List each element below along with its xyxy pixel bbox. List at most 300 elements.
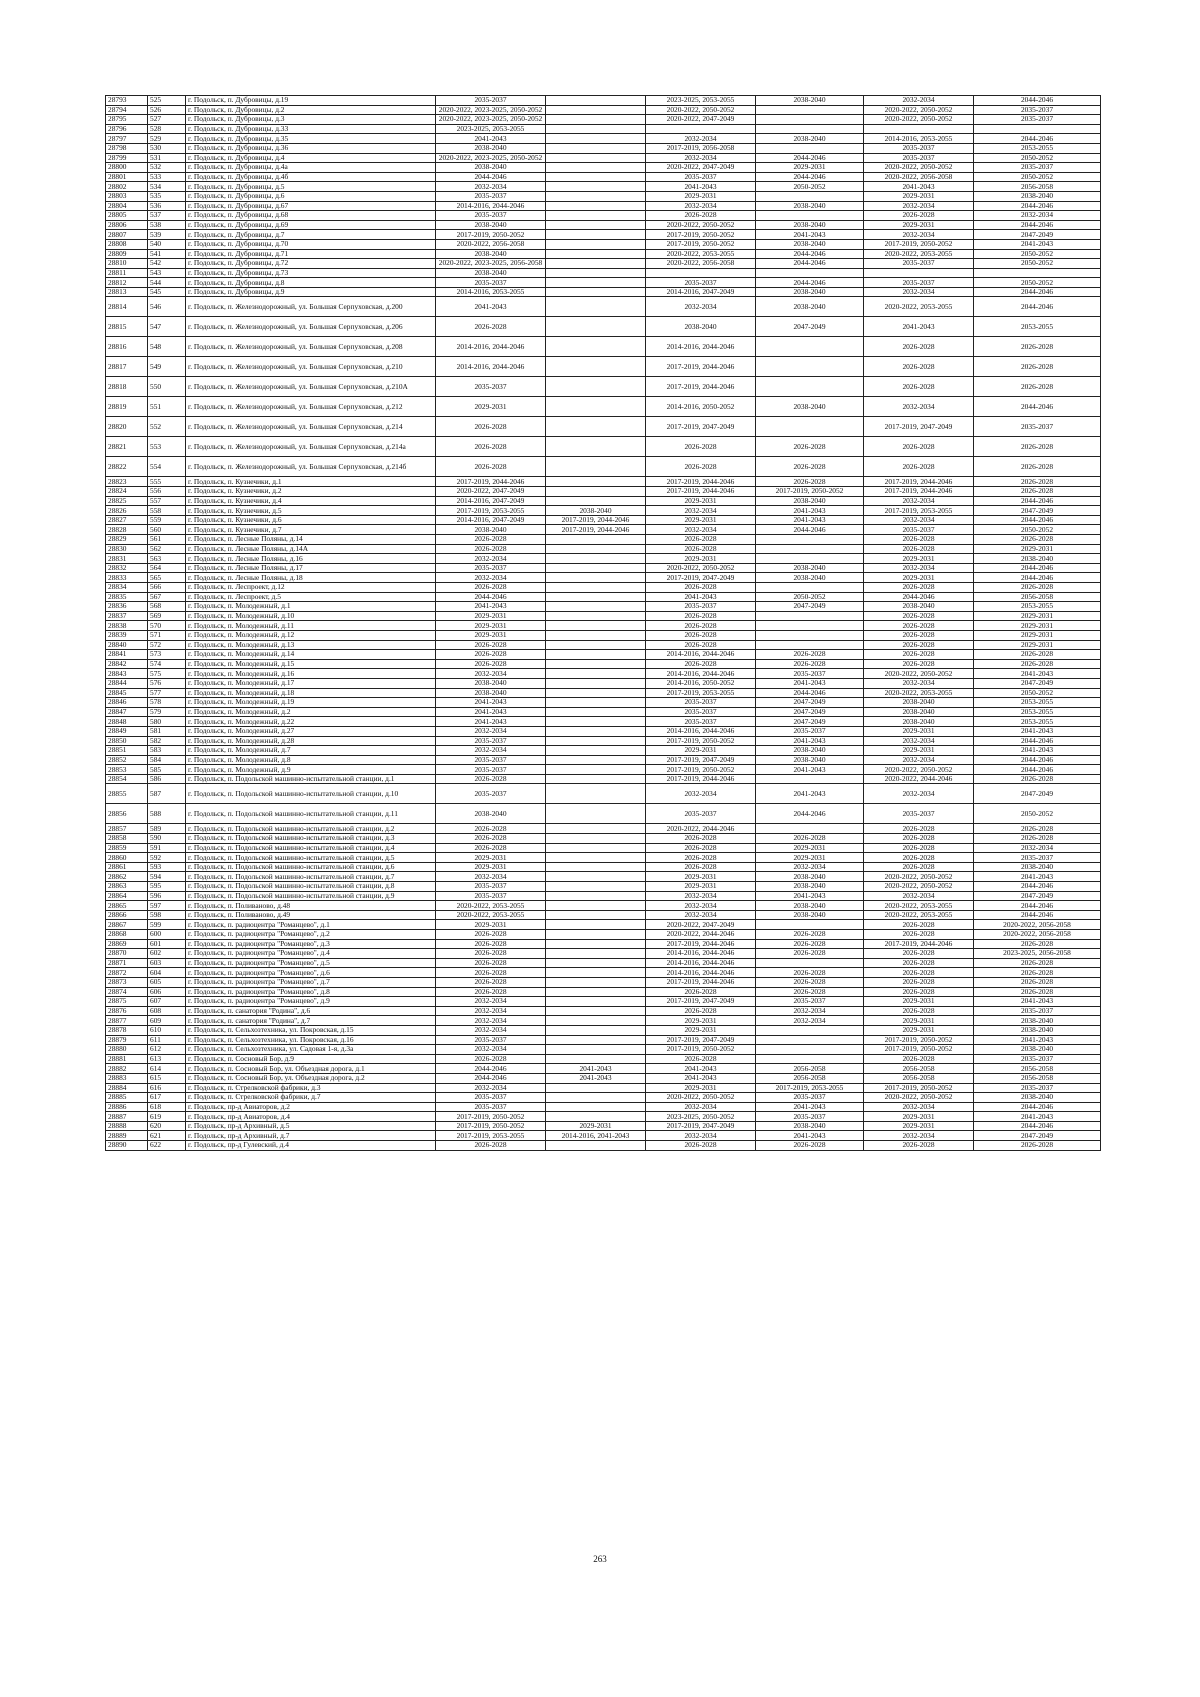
row-number-cell: 551 [148, 397, 186, 417]
table-row [106, 201, 1101, 211]
period-cell-6: 2029-2031 [974, 630, 1101, 640]
row-number-cell: 582 [148, 736, 186, 746]
period-cell-4: 2041-2043 [756, 736, 864, 746]
period-cell-5: 2026-2028 [864, 853, 974, 863]
address-cell: г. Подольск, п. Подольской машинно-испытательной станции, д.11 [186, 804, 436, 824]
period-cell-2 [546, 834, 646, 844]
period-cell-5: 2026-2028 [864, 437, 974, 457]
address-cell: г. Подольск, пр-д Архивный, д.5 [186, 1121, 436, 1131]
period-cell-1: 2032-2034 [436, 1045, 546, 1055]
row-number-cell: 563 [148, 554, 186, 564]
period-cell-3: 2017-2019, 2044-2046 [646, 477, 756, 487]
row-number-cell: 546 [148, 297, 186, 317]
period-cell-5: 2026-2028 [864, 920, 974, 930]
address-cell: г. Подольск, п. Дубровицы, д.73 [186, 268, 436, 278]
period-cell-2 [546, 1054, 646, 1064]
period-cell-2 [546, 939, 646, 949]
period-cell-5: 2041-2043 [864, 182, 974, 192]
period-cell-5: 2017-2019, 2044-2046 [864, 939, 974, 949]
table-row [106, 968, 1101, 978]
period-cell-2 [546, 843, 646, 853]
address-cell: г. Подольск, п. Молодежный, д.8 [186, 755, 436, 765]
period-cell-1: 2044-2046 [436, 1073, 546, 1083]
period-cell-1: 2026-2028 [436, 535, 546, 545]
period-cell-1: 2044-2046 [436, 1064, 546, 1074]
table-row [106, 736, 1101, 746]
period-cell-2 [546, 621, 646, 631]
row-number-cell: 581 [148, 726, 186, 736]
period-cell-6: 2044-2046 [974, 397, 1101, 417]
row-id-cell: 28837 [106, 611, 148, 621]
period-cell-2 [546, 172, 646, 182]
period-cell-4: 2044-2046 [756, 153, 864, 163]
period-cell-6: 2035-2037 [974, 1083, 1101, 1093]
period-cell-1: 2038-2040 [436, 268, 546, 278]
period-cell-2 [546, 1016, 646, 1026]
table-row [106, 1112, 1101, 1122]
address-cell: г. Подольск, п. радиоцентра "Романцево", д.2 [186, 930, 436, 940]
period-cell-1: 2038-2040 [436, 525, 546, 535]
period-cell-5: 2020-2022, 2050-2052 [864, 105, 974, 115]
row-number-cell: 541 [148, 249, 186, 259]
row-number-cell: 575 [148, 669, 186, 679]
period-cell-5: 2017-2019, 2044-2046 [864, 487, 974, 497]
period-cell-5: 2026-2028 [864, 337, 974, 357]
period-cell-5: 2026-2028 [864, 544, 974, 554]
period-cell-2 [546, 115, 646, 125]
repair-schedule-table [105, 95, 1101, 1151]
period-cell-1: 2032-2034 [436, 997, 546, 1007]
row-id-cell: 28816 [106, 337, 148, 357]
period-cell-5: 2026-2028 [864, 1054, 974, 1064]
table-row [106, 515, 1101, 525]
address-cell: г. Подольск, п. Кузнечики, д.6 [186, 515, 436, 525]
period-cell-6: 2029-2031 [974, 611, 1101, 621]
period-cell-4: 2047-2049 [756, 602, 864, 612]
address-cell: г. Подольск, п. Сельхозтехника, ул. Садовая 1-я, д.3а [186, 1045, 436, 1055]
period-cell-5: 2032-2034 [864, 397, 974, 417]
period-cell-6: 2047-2049 [974, 1131, 1101, 1141]
period-cell-5: 2026-2028 [864, 968, 974, 978]
period-cell-1: 2017-2019, 2053-2055 [436, 506, 546, 516]
period-cell-4: 2026-2028 [756, 968, 864, 978]
address-cell: г. Подольск, п. Сельхозтехника, ул. Покровская, д.15 [186, 1025, 436, 1035]
period-cell-3: 2026-2028 [646, 535, 756, 545]
period-cell-6: 2050-2052 [974, 804, 1101, 824]
row-number-cell: 613 [148, 1054, 186, 1064]
row-number-cell: 545 [148, 287, 186, 297]
period-cell-3: 2020-2022, 2044-2046 [646, 930, 756, 940]
period-cell-6: 2053-2055 [974, 717, 1101, 727]
period-cell-3 [646, 268, 756, 278]
address-cell: г. Подольск, п. Железнодорожный, ул. Большая Серпуховская, д.214б [186, 457, 436, 477]
row-number-cell: 533 [148, 172, 186, 182]
period-cell-1: 2032-2034 [436, 554, 546, 564]
row-id-cell: 28844 [106, 678, 148, 688]
period-cell-1: 2029-2031 [436, 853, 546, 863]
period-cell-1: 2032-2034 [436, 1016, 546, 1026]
row-id-cell: 28815 [106, 317, 148, 337]
period-cell-6: 2053-2055 [974, 707, 1101, 717]
period-cell-2 [546, 977, 646, 987]
period-cell-2 [546, 1141, 646, 1151]
row-number-cell: 587 [148, 784, 186, 804]
period-cell-6: 2047-2049 [974, 678, 1101, 688]
table-row [106, 1064, 1101, 1074]
row-number-cell: 578 [148, 698, 186, 708]
address-cell: г. Подольск, п. радиоцентра "Романцево", д.8 [186, 987, 436, 997]
table-row [106, 1141, 1101, 1151]
period-cell-1: 2020-2022, 2023-2025, 2050-2052 [436, 115, 546, 125]
address-cell: г. Подольск, пр-д Гулевский, д.4 [186, 1141, 436, 1151]
address-cell: г. Подольск, п. Лесные Поляны, д.14 [186, 535, 436, 545]
row-id-cell: 28848 [106, 717, 148, 727]
period-cell-5: 2032-2034 [864, 755, 974, 765]
period-cell-6: 2026-2028 [974, 659, 1101, 669]
row-number-cell: 566 [148, 583, 186, 593]
period-cell-1: 2035-2037 [436, 1035, 546, 1045]
period-cell-1: 2017-2019, 2044-2046 [436, 477, 546, 487]
period-cell-3: 2017-2019, 2050-2052 [646, 765, 756, 775]
period-cell-6: 2026-2028 [974, 457, 1101, 477]
period-cell-1: 2020-2022, 2056-2058 [436, 239, 546, 249]
row-number-cell: 550 [148, 377, 186, 397]
period-cell-6: 2026-2028 [974, 824, 1101, 834]
period-cell-2 [546, 337, 646, 357]
period-cell-3: 2029-2031 [646, 1025, 756, 1035]
period-cell-1: 2032-2034 [436, 669, 546, 679]
period-cell-2 [546, 457, 646, 477]
period-cell-3: 2029-2031 [646, 882, 756, 892]
table-row [106, 153, 1101, 163]
period-cell-3: 2017-2019, 2053-2055 [646, 688, 756, 698]
period-cell-3: 2020-2022, 2050-2052 [646, 105, 756, 115]
row-number-cell: 543 [148, 268, 186, 278]
table-row [106, 872, 1101, 882]
row-number-cell: 539 [148, 230, 186, 240]
table-row [106, 688, 1101, 698]
period-cell-4 [756, 958, 864, 968]
period-cell-1: 2035-2037 [436, 377, 546, 397]
address-cell: г. Подольск, п. Молодежный, д.19 [186, 698, 436, 708]
period-cell-3: 2023-2025, 2050-2052 [646, 1112, 756, 1122]
row-number-cell: 557 [148, 496, 186, 506]
period-cell-6: 2026-2028 [974, 1141, 1101, 1151]
period-cell-3: 2020-2022, 2050-2052 [646, 1093, 756, 1103]
period-cell-4: 2038-2040 [756, 755, 864, 765]
period-cell-4: 2029-2031 [756, 843, 864, 853]
period-cell-2 [546, 496, 646, 506]
period-cell-4: 2026-2028 [756, 977, 864, 987]
table-row [106, 1121, 1101, 1131]
table-row [106, 726, 1101, 736]
period-cell-5: 2032-2034 [864, 230, 974, 240]
period-cell-3: 2014-2016, 2044-2046 [646, 968, 756, 978]
period-cell-3: 2017-2019, 2044-2046 [646, 487, 756, 497]
period-cell-4 [756, 1045, 864, 1055]
period-cell-2 [546, 287, 646, 297]
period-cell-2 [546, 259, 646, 269]
address-cell: г. Подольск, п. Дубровицы, д.33 [186, 124, 436, 134]
period-cell-3: 2032-2034 [646, 901, 756, 911]
row-number-cell: 601 [148, 939, 186, 949]
row-id-cell: 28876 [106, 1006, 148, 1016]
row-number-cell: 611 [148, 1035, 186, 1045]
row-id-cell: 28858 [106, 834, 148, 844]
row-number-cell: 548 [148, 337, 186, 357]
table-row [106, 834, 1101, 844]
period-cell-2 [546, 230, 646, 240]
period-cell-6: 2026-2028 [974, 487, 1101, 497]
period-cell-2 [546, 249, 646, 259]
address-cell: г. Подольск, п. Железнодорожный, ул. Большая Серпуховская, д.206 [186, 317, 436, 337]
period-cell-6: 2041-2043 [974, 997, 1101, 1007]
period-cell-5: 2032-2034 [864, 287, 974, 297]
period-cell-2 [546, 968, 646, 978]
address-cell: г. Подольск, п. Молодежный, д.16 [186, 669, 436, 679]
period-cell-6: 2023-2025, 2056-2058 [974, 949, 1101, 959]
address-cell: г. Подольск, пр-д Авиаторов, д.2 [186, 1102, 436, 1112]
period-cell-6: 2044-2046 [974, 201, 1101, 211]
table-row [106, 891, 1101, 901]
row-id-cell: 28812 [106, 278, 148, 288]
period-cell-4: 2041-2043 [756, 678, 864, 688]
row-number-cell: 574 [148, 659, 186, 669]
row-id-cell: 28833 [106, 573, 148, 583]
period-cell-5: 2014-2016, 2053-2055 [864, 134, 974, 144]
period-cell-2 [546, 872, 646, 882]
period-cell-3: 2017-2019, 2050-2052 [646, 1045, 756, 1055]
period-cell-2 [546, 698, 646, 708]
period-cell-4: 2041-2043 [756, 1131, 864, 1141]
row-id-cell: 28836 [106, 602, 148, 612]
period-cell-4 [756, 115, 864, 125]
row-id-cell: 28839 [106, 630, 148, 640]
address-cell: г. Подольск, пр-д Архивный, д.7 [186, 1131, 436, 1141]
period-cell-4: 2050-2052 [756, 182, 864, 192]
row-number-cell: 572 [148, 640, 186, 650]
housing-repair-schedule-sheet [105, 95, 1100, 1151]
period-cell-2 [546, 882, 646, 892]
row-number-cell: 614 [148, 1064, 186, 1074]
period-cell-1: 2044-2046 [436, 172, 546, 182]
period-cell-2 [546, 201, 646, 211]
period-cell-6: 2044-2046 [974, 297, 1101, 317]
period-cell-2 [546, 417, 646, 437]
period-cell-1: 2026-2028 [436, 987, 546, 997]
period-cell-5: 2035-2037 [864, 525, 974, 535]
row-id-cell: 28831 [106, 554, 148, 564]
period-cell-2 [546, 105, 646, 115]
period-cell-6: 2044-2046 [974, 563, 1101, 573]
row-id-cell: 28856 [106, 804, 148, 824]
period-cell-6: 2050-2052 [974, 249, 1101, 259]
row-number-cell: 528 [148, 124, 186, 134]
row-id-cell: 28808 [106, 239, 148, 249]
row-id-cell: 28805 [106, 211, 148, 221]
row-number-cell: 526 [148, 105, 186, 115]
address-cell: г. Подольск, п. Подольской машинно-испытательной станции, д.6 [186, 862, 436, 872]
period-cell-2 [546, 1102, 646, 1112]
period-cell-3: 2017-2019, 2050-2052 [646, 239, 756, 249]
row-number-cell: 589 [148, 824, 186, 834]
table-row [106, 211, 1101, 221]
period-cell-4 [756, 143, 864, 153]
period-cell-3: 2041-2043 [646, 182, 756, 192]
address-cell: г. Подольск, п. Стрелковской фабрики, д.3 [186, 1083, 436, 1093]
period-cell-6: 2050-2052 [974, 525, 1101, 535]
period-cell-5: 2026-2028 [864, 1141, 974, 1151]
period-cell-2: 2029-2031 [546, 1121, 646, 1131]
period-cell-2 [546, 862, 646, 872]
period-cell-2 [546, 134, 646, 144]
period-cell-2 [546, 688, 646, 698]
period-cell-1: 2017-2019, 2050-2052 [436, 230, 546, 240]
period-cell-4: 2029-2031 [756, 163, 864, 173]
period-cell-2 [546, 765, 646, 775]
period-cell-6: 2050-2052 [974, 153, 1101, 163]
period-cell-2 [546, 182, 646, 192]
address-cell: г. Подольск, п. Подольской машинно-испытательной станции, д.7 [186, 872, 436, 882]
row-number-cell: 570 [148, 621, 186, 631]
row-number-cell: 591 [148, 843, 186, 853]
address-cell: г. Подольск, п. Кузнечики, д.4 [186, 496, 436, 506]
address-cell: г. Подольск, п. Стрелковской фабрики, д.7 [186, 1093, 436, 1103]
row-id-cell: 28890 [106, 1141, 148, 1151]
row-number-cell: 579 [148, 707, 186, 717]
row-number-cell: 610 [148, 1025, 186, 1035]
period-cell-5: 2056-2058 [864, 1064, 974, 1074]
address-cell: г. Подольск, п. Молодежный, д.7 [186, 746, 436, 756]
period-cell-4: 2041-2043 [756, 1102, 864, 1112]
period-cell-6: 2044-2046 [974, 134, 1101, 144]
row-number-cell: 609 [148, 1016, 186, 1026]
table-row [106, 853, 1101, 863]
row-id-cell: 28820 [106, 417, 148, 437]
row-id-cell: 28825 [106, 496, 148, 506]
period-cell-5: 2032-2034 [864, 201, 974, 211]
address-cell: г. Подольск, п. Дубровицы, д.72 [186, 259, 436, 269]
period-cell-6: 2053-2055 [974, 143, 1101, 153]
period-cell-6: 2038-2040 [974, 862, 1101, 872]
period-cell-3: 2014-2016, 2044-2046 [646, 337, 756, 357]
period-cell-1: 2035-2037 [436, 1102, 546, 1112]
period-cell-5: 2026-2028 [864, 824, 974, 834]
period-cell-5: 2026-2028 [864, 949, 974, 959]
period-cell-1: 2029-2031 [436, 611, 546, 621]
row-number-cell: 576 [148, 678, 186, 688]
row-id-cell: 28885 [106, 1093, 148, 1103]
table-row [106, 1025, 1101, 1035]
address-cell: г. Подольск, п. Подольской машинно-испытательной станции, д.4 [186, 843, 436, 853]
period-cell-2 [546, 397, 646, 417]
period-cell-1: 2026-2028 [436, 659, 546, 669]
period-cell-5: 2026-2028 [864, 621, 974, 631]
period-cell-1: 2014-2016, 2044-2046 [436, 357, 546, 377]
row-number-cell: 569 [148, 611, 186, 621]
row-id-cell: 28824 [106, 487, 148, 497]
row-number-cell: 525 [148, 96, 186, 106]
address-cell: г. Подольск, п. Дубровицы, д.67 [186, 201, 436, 211]
period-cell-5: 2026-2028 [864, 977, 974, 987]
period-cell-3: 2017-2019, 2047-2049 [646, 417, 756, 437]
period-cell-1: 2020-2022, 2023-2025, 2050-2052 [436, 153, 546, 163]
address-cell: г. Подольск, п. Дубровицы, д.4 [186, 153, 436, 163]
period-cell-5: 2038-2040 [864, 717, 974, 727]
period-cell-3: 2026-2028 [646, 659, 756, 669]
row-number-cell: 529 [148, 134, 186, 144]
row-id-cell: 28835 [106, 592, 148, 602]
period-cell-3 [646, 124, 756, 134]
period-cell-1: 2020-2022, 2047-2049 [436, 487, 546, 497]
table-row [106, 774, 1101, 784]
period-cell-1: 2035-2037 [436, 882, 546, 892]
period-cell-4: 2038-2040 [756, 201, 864, 211]
period-cell-5: 2029-2031 [864, 1016, 974, 1026]
row-id-cell: 28819 [106, 397, 148, 417]
address-cell: г. Подольск, п. Дубровицы, д.68 [186, 211, 436, 221]
address-cell: г. Подольск, п. Железнодорожный, ул. Большая Серпуховская, д.210 [186, 357, 436, 377]
period-cell-5: 2029-2031 [864, 220, 974, 230]
row-number-cell: 602 [148, 949, 186, 959]
period-cell-3: 2017-2019, 2044-2046 [646, 357, 756, 377]
period-cell-1: 2041-2043 [436, 602, 546, 612]
period-cell-3: 2035-2037 [646, 717, 756, 727]
row-number-cell: 615 [148, 1073, 186, 1083]
period-cell-4: 2044-2046 [756, 804, 864, 824]
period-cell-3: 2017-2019, 2044-2046 [646, 774, 756, 784]
table-row [106, 249, 1101, 259]
period-cell-2 [546, 268, 646, 278]
table-row [106, 377, 1101, 397]
period-cell-5: 2020-2022, 2053-2055 [864, 910, 974, 920]
address-cell: г. Подольск, п. Молодежный, д.27 [186, 726, 436, 736]
period-cell-6: 2029-2031 [974, 544, 1101, 554]
row-id-cell: 28828 [106, 525, 148, 535]
period-cell-2 [546, 554, 646, 564]
period-cell-3: 2014-2016, 2044-2046 [646, 949, 756, 959]
period-cell-4: 2026-2028 [756, 477, 864, 487]
period-cell-3: 2026-2028 [646, 621, 756, 631]
period-cell-2 [546, 1112, 646, 1122]
table-row [106, 630, 1101, 640]
table-row [106, 949, 1101, 959]
period-cell-6: 2026-2028 [974, 977, 1101, 987]
row-number-cell: 588 [148, 804, 186, 824]
row-number-cell: 606 [148, 987, 186, 997]
period-cell-2 [546, 96, 646, 106]
period-cell-3: 2017-2019, 2047-2049 [646, 1035, 756, 1045]
period-cell-6: 2029-2031 [974, 640, 1101, 650]
row-number-cell: 542 [148, 259, 186, 269]
table-row [106, 824, 1101, 834]
period-cell-4 [756, 357, 864, 377]
address-cell: г. Подольск, п. Лесные Поляны, д.14А [186, 544, 436, 554]
period-cell-6: 2044-2046 [974, 901, 1101, 911]
period-cell-5: 2032-2034 [864, 1131, 974, 1141]
table-row [106, 698, 1101, 708]
row-id-cell: 28843 [106, 669, 148, 679]
period-cell-1: 2032-2034 [436, 726, 546, 736]
table-row [106, 477, 1101, 487]
period-cell-4: 2035-2037 [756, 1112, 864, 1122]
period-cell-2 [546, 949, 646, 959]
row-id-cell: 28851 [106, 746, 148, 756]
period-cell-2 [546, 997, 646, 1007]
table-row [106, 287, 1101, 297]
period-cell-4: 2026-2028 [756, 437, 864, 457]
period-cell-2 [546, 920, 646, 930]
